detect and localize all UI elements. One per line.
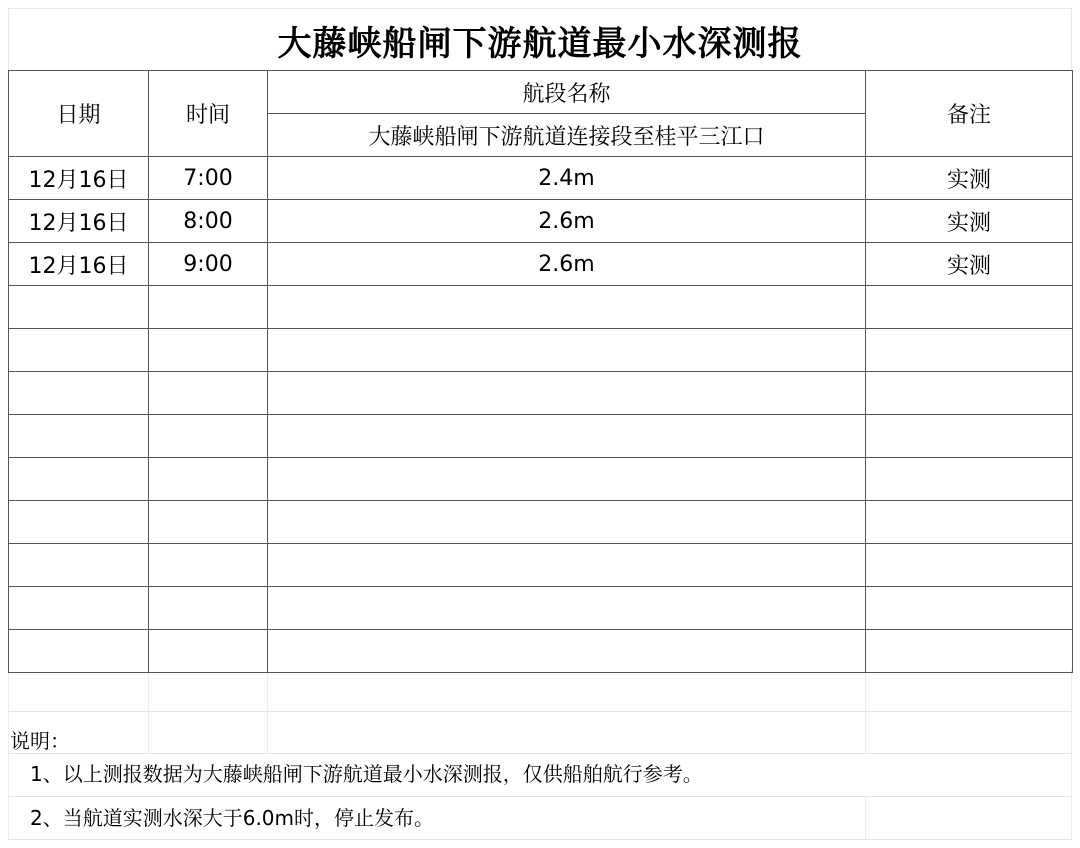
header-remarks: 备注 (866, 71, 1073, 157)
cell-date (9, 501, 149, 544)
cell-depth: 2.6m (268, 200, 866, 243)
cell-time (149, 372, 268, 415)
cell-depth (268, 372, 866, 415)
grid-line (8, 668, 9, 840)
grid-line (865, 668, 866, 754)
cell-date: 12月16日 (9, 200, 149, 243)
cell-time (149, 544, 268, 587)
cell-depth: 2.6m (268, 243, 866, 286)
header-section-group: 航段名称 (268, 71, 866, 114)
cell-remark (866, 286, 1073, 329)
header-date: 日期 (9, 71, 149, 157)
note-item-2: 2、当航道实测水深大于6.0m时，停止发布。 (30, 806, 435, 830)
cell-date (9, 458, 149, 501)
table-row (9, 200, 1073, 243)
cell-remark (866, 329, 1073, 372)
cell-date: 12月16日 (9, 157, 149, 200)
table-row (9, 501, 1073, 544)
table-row (9, 157, 1073, 200)
cell-depth (268, 286, 866, 329)
grid-line (8, 839, 1072, 840)
grid-line (148, 668, 149, 754)
cell-depth: 2.4m (268, 157, 866, 200)
cell-depth (268, 415, 866, 458)
notes-label: 说明： (10, 729, 70, 753)
cell-time: 7:00 (149, 157, 268, 200)
note-item-1: 1、以上测报数据为大藤峡船闸下游航道最小水深测报，仅供船舶航行参考。 (30, 762, 703, 786)
page-title: 大藤峡船闸下游航道最小水深测报 (8, 8, 1072, 71)
cell-date (9, 630, 149, 673)
cell-depth (268, 329, 866, 372)
table-row (9, 329, 1073, 372)
cell-remark: 实测 (866, 200, 1073, 243)
grid-line (865, 796, 866, 840)
table-row (9, 544, 1073, 587)
cell-time: 8:00 (149, 200, 268, 243)
cell-remark (866, 501, 1073, 544)
cell-remark (866, 415, 1073, 458)
header-row (9, 71, 1073, 114)
grid-line (8, 711, 1072, 712)
cell-depth (268, 458, 866, 501)
table-row (9, 372, 1073, 415)
table-row (9, 286, 1073, 329)
cell-remark (866, 372, 1073, 415)
table-row (9, 458, 1073, 501)
header-section-name: 大藤峡船闸下游航道连接段至桂平三江口 (268, 114, 866, 157)
cell-depth (268, 587, 866, 630)
cell-time (149, 415, 268, 458)
table-row (9, 243, 1073, 286)
table-row (9, 630, 1073, 673)
cell-time: 9:00 (149, 243, 268, 286)
cell-date: 12月16日 (9, 243, 149, 286)
cell-date (9, 286, 149, 329)
cell-time (149, 286, 268, 329)
cell-time (149, 458, 268, 501)
cell-time (149, 630, 268, 673)
cell-time (149, 587, 268, 630)
cell-date (9, 587, 149, 630)
header-time: 时间 (149, 71, 268, 157)
grid-line (1071, 668, 1072, 840)
cell-time (149, 329, 268, 372)
cell-depth (268, 630, 866, 673)
cell-date (9, 372, 149, 415)
cell-remark: 实测 (866, 243, 1073, 286)
cell-depth (268, 544, 866, 587)
depth-report-table (8, 70, 1073, 673)
cell-date (9, 329, 149, 372)
cell-date (9, 415, 149, 458)
table-row (9, 587, 1073, 630)
cell-remark: 实测 (866, 157, 1073, 200)
report-sheet (8, 8, 1072, 840)
cell-depth (268, 501, 866, 544)
cell-remark (866, 544, 1073, 587)
grid-line (267, 668, 268, 754)
cell-remark (866, 630, 1073, 673)
table-row (9, 415, 1073, 458)
cell-remark (866, 458, 1073, 501)
cell-time (149, 501, 268, 544)
cell-date (9, 544, 149, 587)
cell-remark (866, 587, 1073, 630)
